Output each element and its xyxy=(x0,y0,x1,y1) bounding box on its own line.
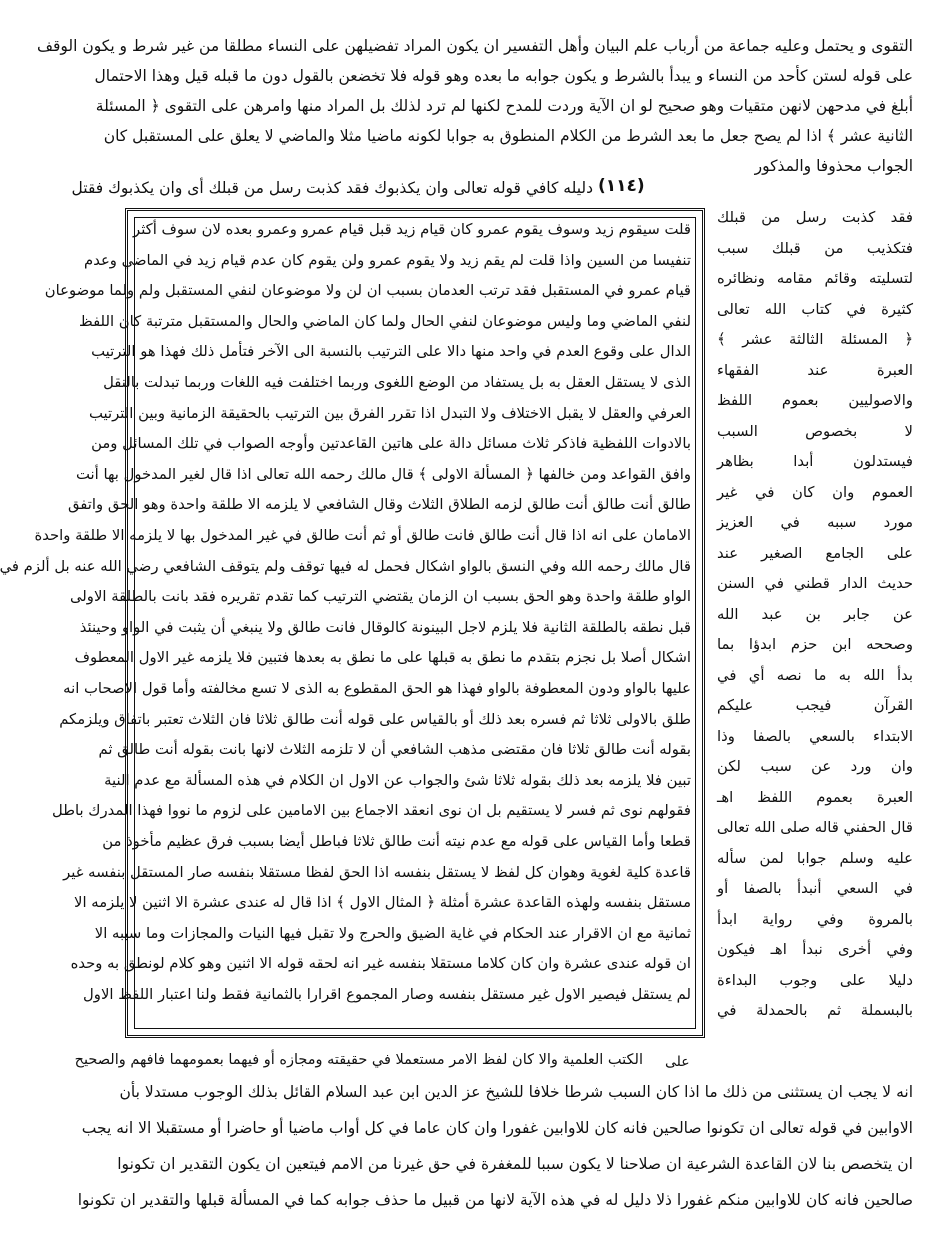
side-line: وان ورد عن سبب لكن xyxy=(717,758,913,775)
side-line: قال الحفني قاله صلى الله تعالى xyxy=(716,819,913,836)
main-line: قطعا وأما القياس على قوله مع عدم نيته أنت طالق ثلاثا فباطل أيضا بسبب فرق عظيم مأخوذ من xyxy=(102,833,691,850)
main-line: قاعدة كلية لغوية وهوان كل لفظ لا يستقل بنفسه اذا الحق لفظا مستقلا بنفسه صار المستقل بنفسه غير xyxy=(63,863,691,881)
bottom-note-line: الكتب العلمية والا كان لفظ الامر مستعملا في حقيقته ومجازه أو فيهما بعمومهما فافهم والصحيح xyxy=(74,1052,643,1068)
main-line: لم يستقل فيصير الاول غير مستقل بنفسه وصار المجموع اقرارا بالثمانية فقط ولنا اعتبار اللفظ الاول xyxy=(83,986,691,1003)
side-line: العبرة بعموم اللفظ اهـ xyxy=(717,788,913,806)
main-line: الامامان على انه اذا قال أنت طالق فانت طالق أو ثم أنت طالق في غير المدخول بها لا يلزمه الا طلقة واحدة xyxy=(34,527,691,544)
top-line: دليله كافي قوله تعالى وان يكذبوك فقد كذبت رسل من قبلك أى وان يكذبوك فقتل xyxy=(71,179,593,197)
side-line: بدأ الله به ما نصه أي في xyxy=(717,666,913,684)
side-line: بالمروة وفي رواية ابدأ xyxy=(717,910,913,928)
main-line: تنفيسا من السين واذا قلت لم يقم زيد ولا يقوم عمرو ولن يقوم كان عدم قيام زيد في الماضي وعدم xyxy=(84,251,691,269)
side-line: وصححه ابن حزم ابدؤا بما xyxy=(717,636,913,653)
top-line: على قوله لستن كأحد من النساء و يبدأ بالشرط و يكون جوابه ما بعده وهو قوله فلا تخضعن بالقول دون ما قبله قيل وهذا الاحتمال xyxy=(94,67,913,85)
side-line: لا بخصوص السبب xyxy=(717,422,913,440)
side-line: فقد كذبت رسل من قبلك xyxy=(717,209,913,226)
side-line: عن جابر بن عبد الله xyxy=(717,605,913,623)
main-line: طلق بالاولى ثلاثا ثم فسره بعد ذلك أو بالقياس على قوله أنت طالق ثلاثا فان الثلاث تعتبر باتفاق ويلزمكم xyxy=(59,710,691,728)
main-line: العرفي والعقل لا يقبل الاختلاف ولا التبدل اذا تقرر الفرق بين الترتيب بالحقيقة الزمانية وبين الترتيب xyxy=(89,404,691,422)
side-line: في السعي أنبدأ بالصفا أو xyxy=(717,880,913,897)
side-line: العموم وان كان في غير xyxy=(717,483,913,501)
side-line: دليلا على وجوب البداءة xyxy=(717,971,913,989)
side-line: ﴿ المسئلة الثالثة عشر ﴾ xyxy=(717,331,913,348)
main-line: تبين فلا يلزمه بعد ذلك بقوله ثلاثا شئ والجواب عن الاول ان الكلام في هذه المسألة مع عدم النية xyxy=(104,771,691,789)
main-line: قبل نطقه بالطلقة الثانية فلا يلزم لاجل البينونة كالوقال فانت طالق ولا ينبغي أن يثبت في الواو وحينئذ xyxy=(79,618,691,636)
main-line: بالادوات اللفظية فاذكر ثلاث مسائل دالة على هاتين القاعدتين وأوجه الصواب في تلك المسائل ومن xyxy=(91,435,691,453)
main-line: لنفي الماضي وما وليس موضوعان لنفي الحال ولما كان الماضي والحال والمستقبل مترتبة كان اللفظ xyxy=(79,312,691,330)
top-line: الثانية عشر ﴾ اذا لم يصح جعل ما بعد الشرط من الكلام المنطوق به جوابا لكونه ماضيا مثلا والماضي لا يعلق على المستقبل كان xyxy=(103,127,913,145)
side-line: كثيرة في كتاب الله تعالى xyxy=(717,300,913,318)
side-line: لتسليته وقائم مقامه ونظائره xyxy=(717,270,913,287)
main-line: قيام عمرو في المستقبل فقد ترتب العدمان بسبب ان لن ولا موضوعان لنفي المستقبل ولم ولما موضوعان xyxy=(44,282,691,300)
main-line: اشكال أصلا بل نجزم بتقدم ما نطق به قبلها على ما نطق به بعدها فتبين فلا يلزمه غير الاول المعطوف xyxy=(74,649,691,667)
top-line-prefix: الجواب محذوفا والمذكور xyxy=(754,157,913,175)
main-line: الدال على وقوع العدم في واحد منها دالا على الترتيب بالنسبة الى الآخر فتأمل ذلك فهذا هو الترتيب xyxy=(91,343,691,361)
footnote-marker: على xyxy=(665,1054,690,1070)
main-line: مستقل بنفسه ولهذه القاعدة عشرة أمثلة ﴿ المثال الاول ﴾ اذا قال له عندى عشرة الا اثنين لا يلزمه الا xyxy=(74,894,691,912)
side-line: وفي أخرى نبدأ اهـ فيكون xyxy=(717,941,913,958)
side-line: الابتداء بالسعي بالصفا وذا xyxy=(717,727,913,745)
side-line: على الجامع الصغير عند xyxy=(717,544,913,562)
side-line: فتكذيب من قبلك سبب xyxy=(717,239,913,257)
side-line: عليه وسلم جوابا لمن سأله xyxy=(717,849,913,867)
main-line: فقولهم نوى ثم فسر لا يستقيم بل ان نوى انعقد الاجماع بين الامامين على لزوم ما نووا فهذا المدرك باطل xyxy=(51,802,691,820)
main-line: ثمانية مع ان الاقرار عند الحكام في غاية الضيق والحرج ولا تقبل فيها النيات والمجازات وما سببه الا xyxy=(94,924,691,942)
top-line: أبلغ في مدحهن لانهن متقيات وهو صحيح لو ان الآية وردت للمدح لكنها لم ترد لذلك بل المراد منها وامرهن على التقوى ﴿ المسئلة xyxy=(95,97,913,115)
main-line: ان قوله عندى عشرة وان كان كلاما مستقلا بنفسه غير انه لحقه قوله الا اثنين وهو كلام لونطق به وحده xyxy=(70,955,691,973)
side-line: فيستدلون أبدا بظاهر xyxy=(717,453,913,470)
main-line: طالق أنت طالق أنت طالق لزمه الطلاق الثلاث وقال الشافعي لا يلزمه الا طلقة واحدة وهو الحق واتفق xyxy=(67,496,691,514)
side-line: حديث الدار قطني في السنن xyxy=(717,575,913,592)
main-line: الذى لا يستقل العقل به بل يستفاد من الوضع اللغوى وربما اختلفت فيه اللغات وربما تبدلت بالنقل xyxy=(103,374,691,391)
side-line: بالبسملة ثم بالحمدلة في xyxy=(717,1002,913,1019)
side-line: العبرة عند الفقهاء xyxy=(717,361,913,379)
side-line: القرآن فيجب عليكم xyxy=(717,697,913,714)
bottom-line: ان يتخصص بنا لان القاعدة الشرعية ان صلاحنا لا يكون سببا للمغفرة في حق غيرنا من الامم فيتعين ان يكون التقدير ان تكونوا xyxy=(117,1155,913,1173)
bottom-line: صالحين فانه كان للاوابين منكم غفورا ذلا دليل له في هذه الآية لانها من قبيل ما حذف جوابه كما في المسألة قبلها والتقدير ان تكونوا xyxy=(77,1191,913,1209)
page-number: (١١٤) xyxy=(598,176,645,196)
main-line: عليها بالواو ودون المعطوفة بالواو فهذا هو الحق المقطوع به الذى لا تسع مخالفته وأما قول الاصحاب انه xyxy=(63,680,691,697)
main-line: وافق القواعد ومن خالفها ﴿ المسألة الاولى ﴾ قال مالك رحمه الله تعالى اذا قال لغير المدخول بها أنت xyxy=(76,465,691,483)
bottom-line: انه لا يجب ان يستثنى من ذلك ما اذا كان السبب شرطا خلافا للشيخ عز الدين ابن عبد السلام القائل بذلك الوجوب مستدلا بأن xyxy=(119,1083,913,1101)
side-line: مورد سببه في العزيز xyxy=(717,514,913,531)
main-line: قال مالك رحمه الله وفي النسق بالواو اشكال فحمل له فيها توقف ولم يتوقف الشافعي رضي الله عنه بل ألزم في xyxy=(0,557,691,575)
top-line: التقوى و يحتمل وعليه جماعة من أرباب علم البيان وأهل التفسير ان يكون المراد تفضيلهن على النساء مطلقا من غير شرط و يكون الوقف xyxy=(36,37,913,55)
main-line: الواو طلقة واحدة وهو الحق بسبب ان الزمان يقتضي الترتيب كما تقدم تقريره فقد بانت بالطلقة الاولى xyxy=(69,588,691,606)
main-line: بقوله أنت طالق ثلاثا فان مقتضى مذهب الشافعي أن لا تلزمه الثلاث لانها بانت بقوله أنت طالق ثم xyxy=(98,741,691,759)
main-line: قلت سيقوم زيد وسوف يقوم عمرو كان قيام زيد قبل قيام عمرو وعمرو بعده لان سوف أكثر xyxy=(133,221,691,238)
side-line: والاصوليين بعموم اللفظ xyxy=(717,392,913,409)
bottom-line: الاوابين في قوله تعالى ان تكونوا صالحين فانه كان للاوابين غفورا وان كان عاما في كل أواب ماضيا أو حاضرا أو مستقبلا الا انه يجب xyxy=(81,1119,913,1137)
